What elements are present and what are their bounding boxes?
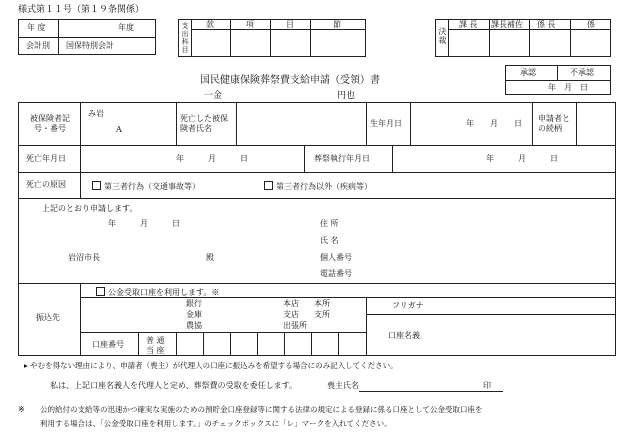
cause-label: 死亡の原因 [26,180,66,189]
branch-type-5: 支所 [314,310,330,319]
note-line-2: 利用する場合は、「公金受取口座を利用します。」のチェックボックスに「レ」マークを入れてください。 [40,419,392,428]
apply-date[interactable]: 年 月 日 [108,219,180,228]
furigana-label: フリガナ [392,301,424,310]
branch-type-2: 支店 [283,310,299,319]
bank-type-3: 農協 [186,321,202,330]
mayor: 岩沼市長 [68,253,100,262]
deceased-name-label: 死亡した被保険者氏名 [180,114,228,133]
account-label: 会計別 [26,41,50,50]
note-mark: ※ [18,405,25,414]
apply-statement: 上記のとおり申請します。 [42,204,138,213]
approval-label: 決裁 [438,27,447,45]
year-label: 年 度 [27,23,46,32]
note-proxy: ▸ やむを得ない理由により、申請者（喪主）が代理人の口座に振込みを希望する場合にのみ記入してください。 [24,361,398,370]
phone-label: 電話番号 [320,269,352,278]
personal-no-label: 個人番号 [320,253,352,262]
funeral-date-value[interactable]: 年 月 日 [486,154,558,163]
delegation-text: 私は、上記口座名義人を代理人と定め、葬祭費の受取を委任します。 [50,381,298,390]
account-holder-label: 口座名義 [388,331,420,340]
transfer-label: 振込先 [36,313,60,322]
cause-option-other[interactable]: 第三者行為以外（疾病等） [264,181,372,191]
death-date-value[interactable]: 年 月 日 [176,154,248,163]
expense-label: 支出科目 [181,22,189,54]
approve-label[interactable]: 承認 [520,68,536,77]
insured-label: 被保険者記号・番号 [30,114,70,133]
checkbox-icon[interactable] [92,181,101,190]
bank-type-2: 金庫 [186,310,202,319]
relation-label: 申請者との続柄 [538,114,570,133]
checkbox-icon[interactable] [96,287,105,296]
checkbox-icon[interactable] [264,181,273,190]
approval-col-1: 課 長 [459,20,478,29]
name-label: 氏 名 [320,236,339,245]
account-value: 国保特別会計 [66,41,114,50]
form-title: 国民健康保険葬祭費支給申請（受領）書 [200,75,380,86]
amount-prefix: 一金 [204,91,223,101]
funeral-date-label: 葬祭執行年月日 [314,154,370,163]
branch-type-3: 出張所 [283,321,307,330]
year-value[interactable]: 年度 [118,23,134,32]
approval-col-2: 課長補佐 [491,20,523,29]
public-account-option[interactable]: 公金受取口座を利用します。※ [96,287,219,297]
insured-mark[interactable]: A [116,125,122,134]
expense-col-2: 項 [246,20,254,29]
expense-col-3: 目 [286,20,294,29]
account-type[interactable]: 普 通 当 座 [146,336,165,356]
death-date-label: 死亡年月日 [26,154,66,163]
cause-option-third-party[interactable]: 第三者行為（交通事故等） [92,181,200,191]
chief-mourner-line[interactable] [359,391,503,392]
approval-col-4: 係 [587,20,595,29]
address-label: 住 所 [320,219,339,228]
seal-mark: 印 [483,381,491,390]
approval-col-3: 係 長 [537,20,556,29]
expense-col-4: 節 [333,20,341,29]
expense-col-1: 款 [206,20,214,29]
chief-mourner-label: 喪主氏名 [327,381,359,390]
branch-type-1: 本店 [283,299,299,308]
decision-date: 年 月 日 [548,83,588,92]
honorific: 殿 [206,253,214,262]
birthdate-value[interactable]: 年 月 日 [466,119,522,128]
amount-suffix: 円也 [337,91,356,101]
account-no-label: 口座番号 [92,340,124,349]
insured-prefix: み岩 [88,109,104,118]
branch-type-4: 本所 [314,299,330,308]
not-approve-label[interactable]: 不承認 [570,68,594,77]
note-line-1: 公的給付の支給等の迅速かつ確実な実施のための預貯金口座登録等に関する法律の規定による登録に係る口座として公金受取口座を [40,405,483,414]
form-number: 様式第１１号（第１９条関係） [18,5,145,15]
birthdate-label: 生年月日 [370,119,402,128]
bank-type-1: 銀行 [186,299,202,308]
